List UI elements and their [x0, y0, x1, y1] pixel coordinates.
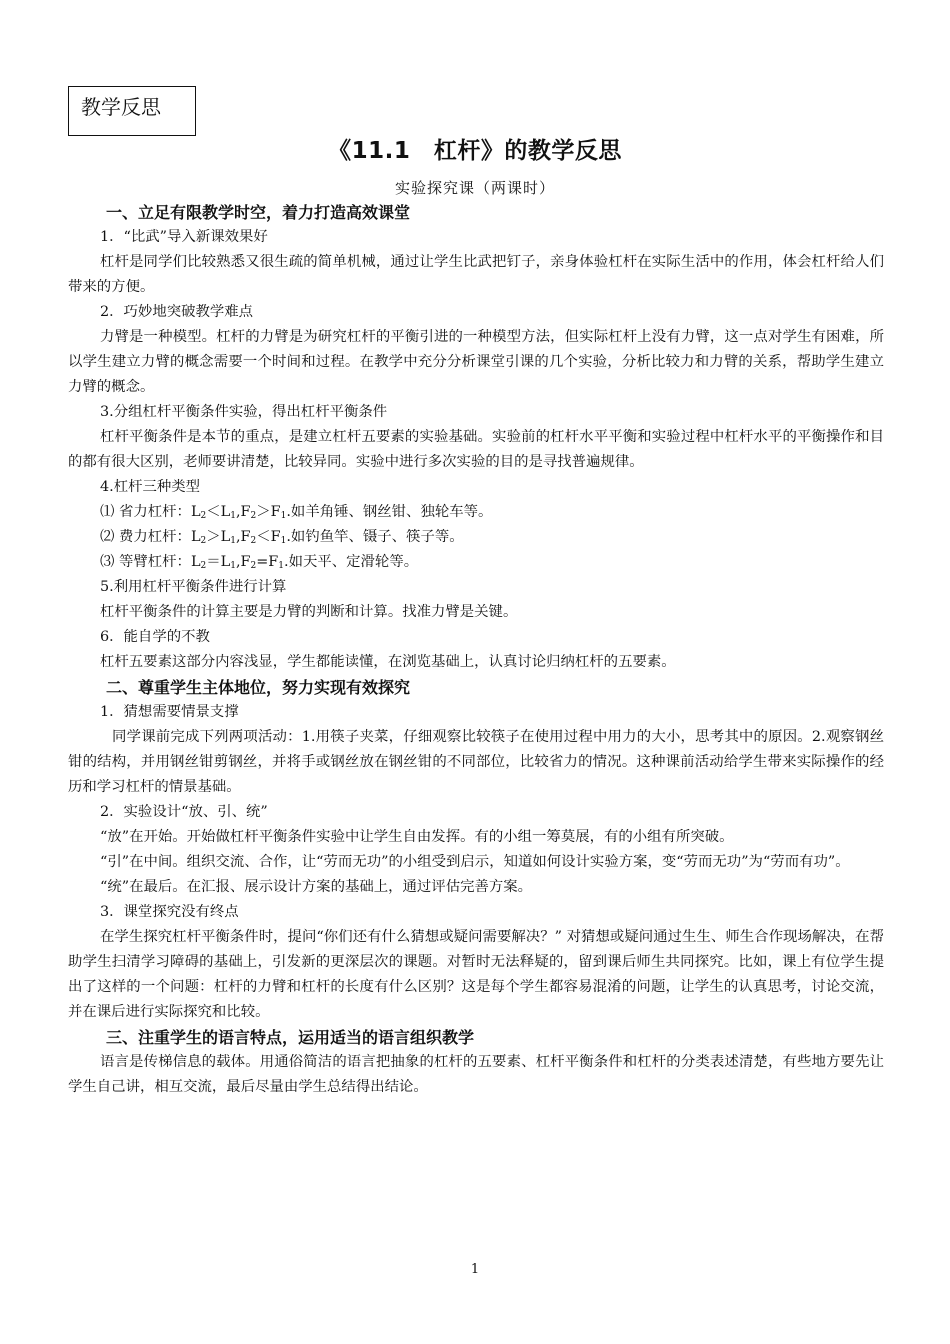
- paragraph: 杠杆平衡条件的计算主要是力臂的判断和计算。找准力臂是关键。: [100, 604, 518, 620]
- lever-type-marker: ⑴: [100, 504, 115, 520]
- subsection-heading: 1．猜想需要情景支撑: [100, 704, 239, 720]
- document-title: 《11.1 杠杆》的教学反思: [328, 138, 622, 164]
- paragraph: 同学课前完成下列两项活动：1.用筷子夹菜，仔细观察比较筷子在使用过程中用力的大小，思考其中的原因。2.观察钢丝钳的结构，并用钢丝钳剪钢丝，并将手或钢丝放在钢丝钳的不同部位，比较省力的情况。这种课前活动给学生带来实际操作的经历和学习杠杆的情景基础。: [68, 729, 884, 795]
- section-tag-label: 教学反思: [81, 95, 161, 119]
- lever-type-line: [68, 525, 884, 550]
- paragraph: 在学生探究杠杆平衡条件时，提问“你们还有什么猜想或疑问需要解决？” 对猜想或疑问通过生生、师生合作现场解决，在帮助学生扫清学习障碍的基础上，引发新的更深层次的课题。对暂时无法释疑的，留到课后师生共同探究。比如，课上有位学生提出了这样的一个问题：杠杆的力臂和杠杆的长度有什么区别？这是每个学生都容易混淆的问题，让学生的认真思考，讨论交流，并在课后进行实际探究和比较。: [68, 929, 884, 1020]
- paragraph: “引”在中间。组织交流、合作，让“劳而无功”的小组受到启示，知道如何设计实验方案，变“劳而无功”为“劳而有功”。: [100, 854, 850, 870]
- lever-type-examples: .如钓鱼竿、镊子、筷子等。: [286, 529, 464, 545]
- lever-type-line: [68, 500, 884, 525]
- lever-type-name: 等臂杠杆：: [118, 554, 191, 570]
- lever-type-name: 省力杠杆：: [118, 504, 191, 520]
- subsection-heading: 5.利用杠杆平衡条件进行计算: [100, 579, 287, 595]
- page-number: 1: [470, 1262, 480, 1277]
- section-heading: 三、注重学生的语言特点，运用适当的语言组织教学: [106, 1028, 475, 1047]
- lever-type-examples: .如羊角锤、钢丝钳、独轮车等。: [286, 504, 493, 520]
- paragraph: “统”在最后。在汇报、展示设计方案的基础上，通过评估完善方案。: [100, 879, 533, 895]
- subsection-heading: 4.杠杆三种类型: [100, 479, 201, 495]
- paragraph: “放”在开始。开始做杠杆平衡条件实验中让学生自由发挥。有的小组一筹莫展，有的小组有所突破。: [100, 829, 734, 845]
- lever-type-examples: .如天平、定滑轮等。: [284, 554, 419, 570]
- lever-type-name: 费力杠杆：: [118, 529, 191, 545]
- paragraph: 杠杆五要素这部分内容浅显，学生都能读懂，在浏览基础上，认真讨论归纳杠杆的五要素。: [100, 654, 676, 670]
- lever-type-line: [68, 550, 884, 575]
- paragraph: 杠杆是同学们比较熟悉又很生疏的简单机械，通过让学生比武把钉子，亲身体验杠杆在实际生活中的作用，体会杠杆给人们带来的方便。: [68, 254, 884, 295]
- subsection-heading: 2．实验设计“放、引、统”: [100, 804, 268, 820]
- subsection-heading: 3.分组杠杆平衡条件实验，得出杠杆平衡条件: [100, 404, 388, 420]
- lever-formula: $L_2>L_1,F_2<F_1$: [190, 529, 287, 546]
- subsection-heading: 6．能自学的不教: [100, 629, 210, 645]
- subsection-heading: 3．课堂探究没有终点: [100, 904, 239, 920]
- document-subtitle: 实验探究课（两课时）: [394, 179, 555, 197]
- subsection-heading: 2．巧妙地突破教学难点: [100, 304, 254, 320]
- document-body: [68, 200, 884, 1100]
- section-heading: 二、尊重学生主体地位，努力实现有效探究: [106, 678, 411, 697]
- paragraph: 力臂是一种模型。杠杆的力臂是为研究杠杆的平衡引进的一种模型方法，但实际杠杆上没有力臂，这一点对学生有困难，所以学生建立力臂的概念需要一个时间和过程。在教学中充分分析课堂引课的几个实验，分析比较力和力臂的关系，帮助学生建立力臂的概念。: [68, 329, 884, 395]
- section-heading: 一、立足有限教学时空，着力打造高效课堂: [106, 203, 411, 222]
- paragraph: 语言是传梯信息的载体。用通俗简洁的语言把抽象的杠杆的五要素、杠杆平衡条件和杠杆的分类表述清楚，有些地方要先让学生自己讲，相互交流，最后尽量由学生总结得出结论。: [68, 1054, 884, 1095]
- lever-formula: $L_2=L_1,F_2=F_1$: [190, 554, 285, 571]
- section-tag-box: [68, 86, 196, 136]
- lever-formula: $L_2<L_1,F_2>F_1$: [190, 504, 287, 521]
- lever-type-marker: ⑶: [100, 554, 115, 570]
- subsection-heading: 1．“比武”导入新课效果好: [100, 229, 268, 245]
- paragraph: 杠杆平衡条件是本节的重点，是建立杠杆五要素的实验基础。实验前的杠杆水平平衡和实验过程中杠杆水平的平衡操作和目的都有很大区别，老师要讲清楚，比较异同。实验中进行多次实验的目的是寻找普遍规律。: [68, 429, 884, 470]
- lever-type-marker: ⑵: [100, 529, 115, 545]
